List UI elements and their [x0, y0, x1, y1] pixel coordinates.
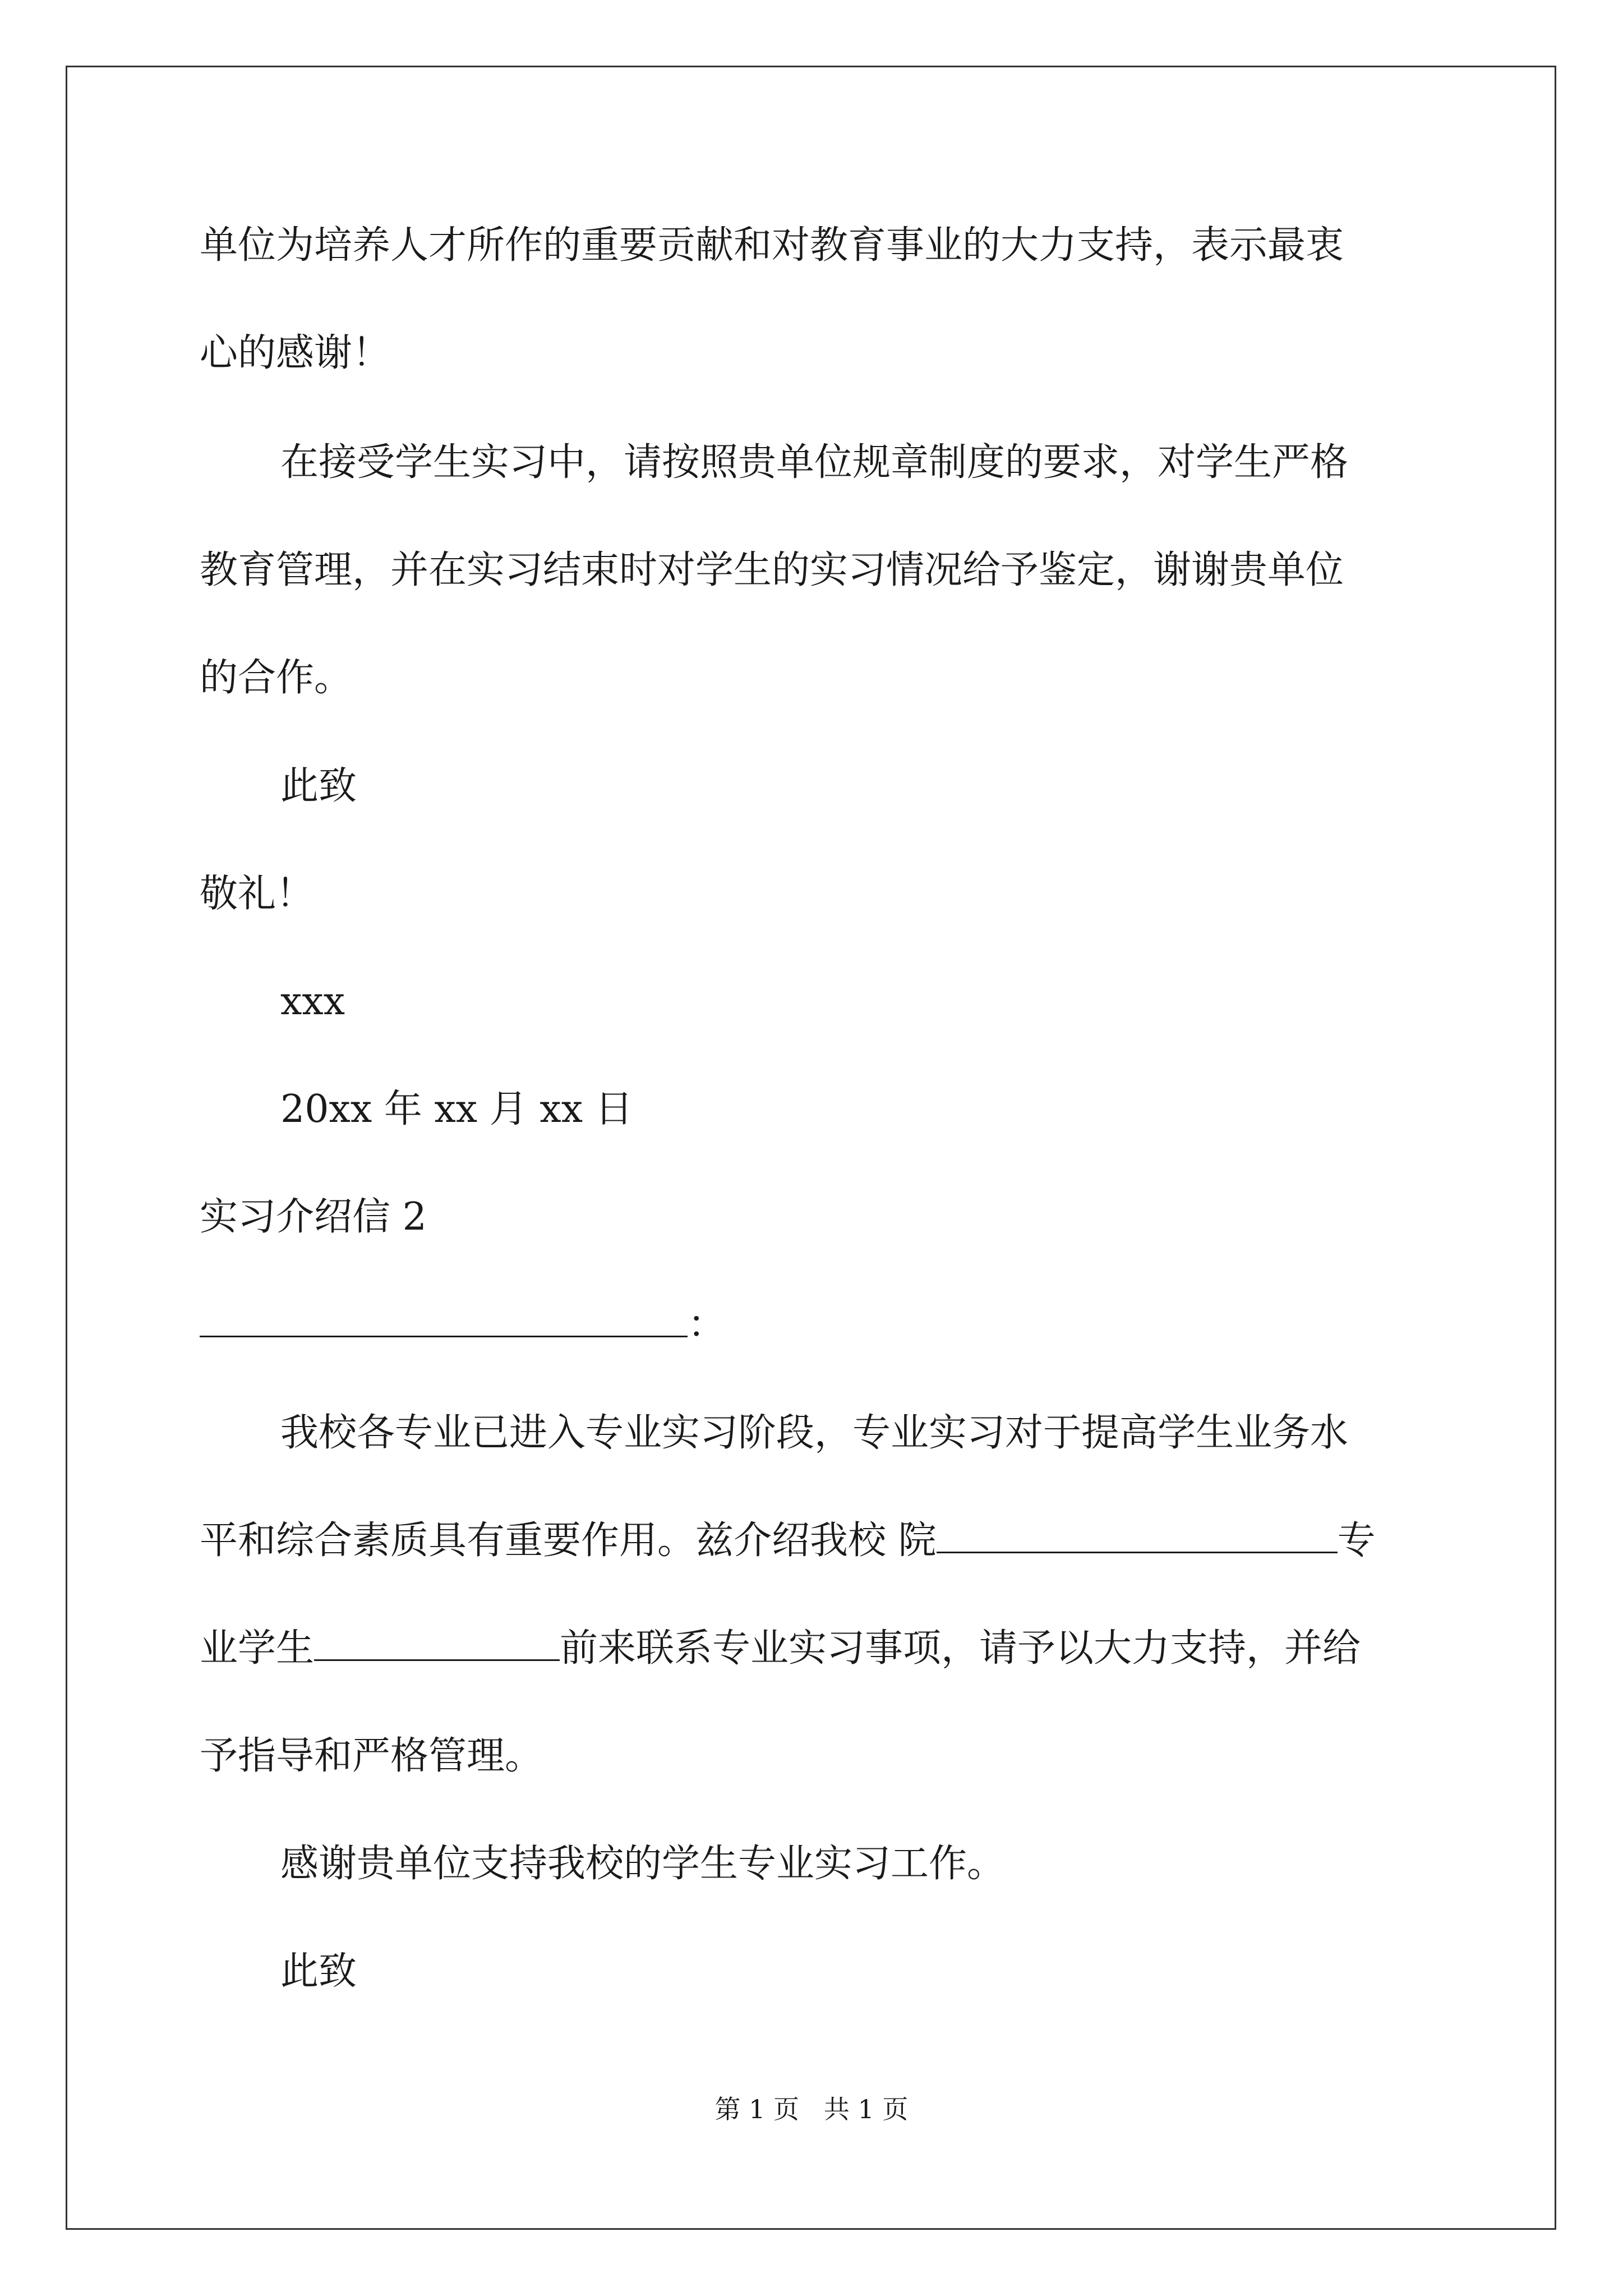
letter1-date: 20xx 年 xx 月 xx 日: [280, 1087, 633, 1131]
recipient-blank: [200, 1301, 688, 1337]
letter2-title: 实习介绍信 2: [200, 1195, 427, 1239]
letter2-closing-ci-zhi: 此致: [280, 1949, 357, 1994]
letter2-p1-line3: [200, 1623, 1361, 1674]
letter2-p1-line2-end: 专: [1337, 1519, 1376, 1563]
department-blank: [937, 1517, 1338, 1553]
letter1-p1-line1: 单位为培养人才所作的重要贡献和对教育事业的大力支持，表示最衷: [200, 223, 1344, 268]
letter2-p1-line3-start: 业学生: [200, 1626, 315, 1671]
letter2-p2: 感谢贵单位支持我校的学生专业实习工作。: [280, 1842, 1006, 1886]
letter2-p1-line3-text: 前来联系专业实习事项，请予以大力支持，并给: [560, 1626, 1361, 1671]
student-name-blank: [314, 1625, 560, 1661]
page-border: [66, 66, 1556, 2230]
letter1-p1-line2: 心的感谢！: [200, 331, 391, 375]
letter1-closing-ci-zhi: 此致: [280, 764, 357, 808]
letter1-p2-line1: 在接受学生实习中，请按照贵单位规章制度的要求，对学生严格: [280, 440, 1349, 485]
letter1-signature: xxx: [280, 979, 345, 1024]
letter1-closing-jing-li: 敬礼！: [200, 872, 315, 916]
letter2-p1-line2: [200, 1516, 1376, 1566]
letter1-p2-line3: 的合作。: [200, 656, 353, 700]
letter1-p2-line2: 教育管理，并在实习结束时对学生的实习情况给予鉴定，谢谢贵单位: [200, 548, 1344, 592]
letter2-p1-line1: 我校各专业已进入专业实习阶段，专业实习对于提高学生业务水: [280, 1411, 1349, 1455]
letter2-p1-line2-text: 平和综合素质具有重要作用。兹介绍我校 院: [200, 1519, 937, 1563]
letter2-p1-line4: 予指导和严格管理。: [200, 1734, 543, 1778]
page-footer: 第 1 页 共 1 页: [714, 2094, 909, 2124]
letter2-salutation: [200, 1300, 726, 1350]
salutation-colon: ：: [688, 1303, 726, 1347]
